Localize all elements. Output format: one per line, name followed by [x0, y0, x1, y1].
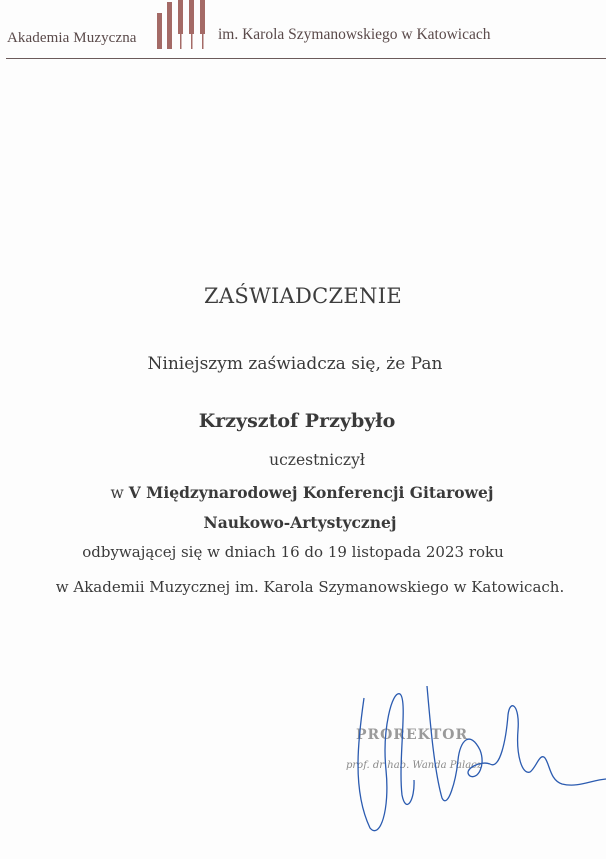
event-line-2: Naukowo-Artystycznej — [203, 513, 397, 532]
event-prefix: w — [110, 484, 129, 502]
participation-text: uczestniczył — [269, 451, 365, 469]
document-title: ZAŚWIADCZENIE — [204, 284, 402, 308]
intro-text: Niniejszym zaświadcza się, że Pan — [147, 354, 443, 374]
piano-keys-logo-icon — [155, 0, 210, 52]
event-line-1 — [0, 483, 605, 502]
institution-name: Akademia Muzyczna — [7, 30, 137, 46]
recipient-name: Krzysztof Przybyło — [198, 410, 396, 432]
event-place: w Akademii Muzycznej im. Karola Szymanowskiego w Katowicach. — [55, 578, 565, 596]
stamp-title: PROREKTOR — [356, 727, 469, 743]
letterhead — [0, 0, 606, 62]
event-name: V Międzynarodowej Konferencji Gitarowej — [128, 483, 494, 502]
handwritten-signature-icon — [330, 680, 606, 859]
header-divider — [6, 58, 606, 59]
stamp-name: prof. dr hab. Wanda Palacz — [346, 760, 483, 771]
event-dates: odbywającej się w dniach 16 do 19 listopada 2023 roku — [82, 543, 504, 561]
institution-patron: im. Karola Szymanowskiego w Katowicach — [218, 26, 491, 43]
